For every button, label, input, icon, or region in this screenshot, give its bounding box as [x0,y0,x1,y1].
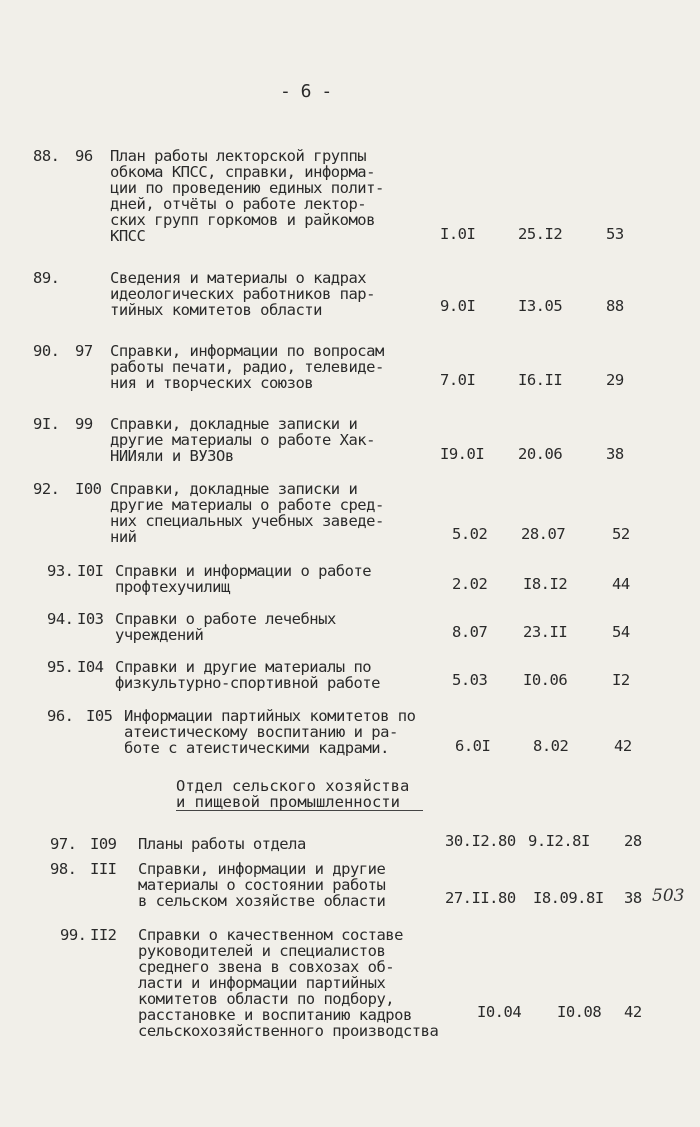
entry-start-date: 8.07 [452,623,488,641]
entry-desc-line: сельскохозяйственного производства [138,1022,439,1040]
entry-sheet-count: 53 [606,225,624,243]
section-title-line: Отдел сельского хозяйства [176,777,410,795]
entry-code: I0I [77,562,104,580]
entry-code: I09 [90,835,117,853]
entry-desc-line: идеологических работников пар- [110,285,375,303]
entry-sheet-count: 44 [612,575,630,593]
entry-desc-line: расстановке и воспитанию кадров [138,1006,412,1024]
entry-desc-line: комитетов области по подбору, [138,990,395,1008]
entry-desc-line: КПСС [110,227,146,245]
entry-desc-line: ских групп горкомов и райкомов [110,211,375,229]
entry-desc-line: профтехучилищ [115,578,230,596]
entry-start-date: 7.0I [440,371,476,389]
entry-desc-line: Справки и информации о работе [115,562,372,580]
entry-end-date: 28.07 [521,525,566,543]
entry-code: 96 [75,147,93,165]
entry-end-date: 9.I2.8I [528,832,590,850]
entry-number: 92. [33,480,60,498]
entry-desc-line: атеистическому воспитанию и ра- [124,723,398,741]
entry-desc-line: Справки о работе лечебных [115,610,336,628]
entry-desc-line: Справки и другие материалы по [115,658,372,676]
entry-desc-line: руководителей и специалистов [138,942,386,960]
entry-desc-line: работы печати, радио, телевиде- [110,358,384,376]
entry-code: II2 [90,926,117,944]
entry-desc-line: ния и творческих союзов [110,374,314,392]
entry-end-date: 23.II [523,623,568,641]
entry-desc-line: дней, отчёты о работе лектор- [110,195,367,213]
entry-end-date: I0.08 [557,1003,602,1021]
entry-code: I00 [75,480,102,498]
entry-number: 90. [33,342,60,360]
entry-start-date: 27.II.80 [445,889,516,907]
entry-desc-line: боте с атеистическими кадрами. [124,739,389,757]
entry-number: 94. [47,610,74,628]
entry-desc-line: физкультурно-спортивной работе [115,674,380,692]
entry-sheet-count: 88 [606,297,624,315]
entry-desc-line: Справки о качественном составе [138,926,403,944]
entry-number: 88. [33,147,60,165]
entry-start-date: 9.0I [440,297,476,315]
entry-sheet-count: 54 [612,623,630,641]
entry-end-date: I0.06 [523,671,568,689]
entry-sheet-count: 38 [606,445,624,463]
entry-desc-line: НИИяли и ВУЗОв [110,447,234,465]
entry-sheet-count: 28 [624,832,642,850]
entry-code: I04 [77,658,104,676]
entry-start-date: 5.03 [452,671,488,689]
page-number: - 6 - [280,81,332,102]
entry-sheet-count: 38 [624,889,642,907]
entry-number: 96. [47,707,74,725]
entry-desc-line: План работы лекторской группы [110,147,367,165]
entry-number: 93. [47,562,74,580]
entry-start-date: 5.02 [452,525,488,543]
entry-desc-line: другие материалы о работе Хак- [110,431,375,449]
entry-sheet-count: 52 [612,525,630,543]
entry-desc-line: тийных комитетов области [110,301,322,319]
entry-desc-line: них специальных учебных заведе- [110,512,384,530]
entry-number: 97. [50,835,77,853]
entry-desc-line: другие материалы о работе сред- [110,496,384,514]
entry-code: 97 [75,342,93,360]
entry-number: 95. [47,658,74,676]
entry-desc-line: в сельском хозяйстве области [138,892,386,910]
entry-number: 9I. [33,415,60,433]
handwritten-annotation: 503 [652,886,685,906]
entry-end-date: 25.I2 [518,225,563,243]
entry-start-date: 2.02 [452,575,488,593]
entry-code: 99 [75,415,93,433]
entry-desc-line: Планы работы отдела [138,835,306,853]
entry-start-date: 6.0I [455,737,491,755]
entry-start-date: I9.0I [440,445,485,463]
entry-end-date: I6.II [518,371,563,389]
entry-code: I03 [77,610,104,628]
entry-code: I05 [86,707,113,725]
entry-desc-line: среднего звена в совхозах об- [138,958,395,976]
entry-desc-line: Информации партийных комитетов по [124,707,416,725]
entry-sheet-count: I2 [612,671,630,689]
entry-desc-line: ласти и информации партийных [138,974,386,992]
entry-desc-line: ции по проведению единых полит- [110,179,384,197]
entry-desc-line: Справки, докладные записки и [110,480,358,498]
entry-start-date: 30.I2.80 [445,832,516,850]
entry-desc-line: учреждений [115,626,204,644]
entry-end-date: I3.05 [518,297,563,315]
entry-sheet-count: 42 [614,737,632,755]
entry-desc-line: Сведения и материалы о кадрах [110,269,367,287]
entry-desc-line: Справки, информации по вопросам [110,342,384,360]
entry-start-date: I0.04 [477,1003,522,1021]
entry-code: III [90,860,117,878]
entry-sheet-count: 29 [606,371,624,389]
section-underline [176,810,423,811]
entry-desc-line: обкома КПСС, справки, информа- [110,163,375,181]
entry-end-date: I8.I2 [523,575,568,593]
entry-end-date: 20.06 [518,445,563,463]
entry-desc-line: Справки, информации и другие [138,860,386,878]
entry-number: 89. [33,269,60,287]
entry-number: 99. [60,926,87,944]
entry-desc-line: материалы о состоянии работы [138,876,386,894]
entry-desc-line: Справки, докладные записки и [110,415,358,433]
entry-number: 98. [50,860,77,878]
section-title-line: и пищевой промышленности [176,793,400,811]
entry-end-date: 8.02 [533,737,569,755]
entry-sheet-count: 42 [624,1003,642,1021]
entry-start-date: I.0I [440,225,476,243]
entry-desc-line: ний [110,528,137,546]
entry-end-date: I8.09.8I [533,889,604,907]
